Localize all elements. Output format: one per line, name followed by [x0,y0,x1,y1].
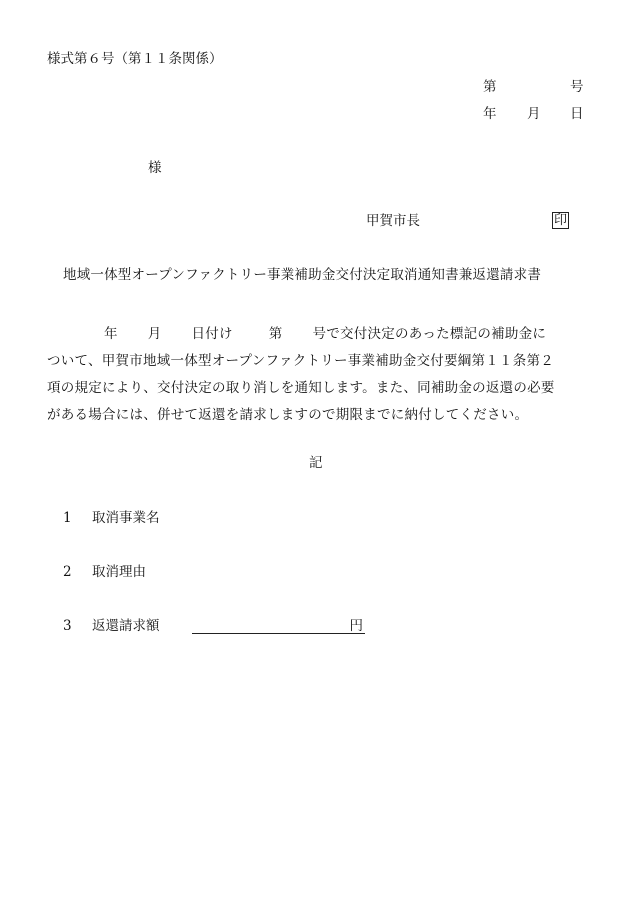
item-number-1: 1 [63,510,72,526]
doc-number-prefix: 第 [483,79,497,95]
doc-number-suffix: 号 [570,79,584,95]
body-line1-text: 号で交付決定のあった標記の補助金に [312,326,547,342]
body-day-dated-label: 日付け [191,326,233,342]
date-year-label: 年 [483,106,497,122]
body-year-label: 年 [104,326,118,342]
date-month-label: 月 [527,106,541,122]
item-number-2: 2 [63,564,72,580]
item-label-refund-amount: 返還請求額 [92,618,160,634]
body-line-2: ついて、甲賀市地域一体型オープンファクトリー事業補助金交付要綱第１１条第２ [47,353,554,369]
body-month-label: 月 [147,326,162,342]
refund-amount-field[interactable] [192,618,365,634]
body-line-4: がある場合には、併せて返還を請求しますので期限までに納付してください。 [47,407,529,423]
amount-unit-label: 円 [349,618,363,634]
seal-mark: 印 [554,213,568,228]
recipient-honorific: 様 [148,160,162,176]
item-number-3: 3 [63,618,72,634]
issuer-title: 甲賀市長 [366,213,420,229]
document-title: 地域一体型オープンファクトリー事業補助金交付決定取消通知書兼返還請求書 [63,267,542,283]
item-label-cancel-project: 取消事業名 [92,510,160,526]
ki-heading: 記 [309,455,323,471]
date-day-label: 日 [570,106,584,122]
notice-body [47,321,587,429]
body-line-3: 項の規定により、交付決定の取り消しを通知します。また、同補助金の返還の必要 [47,380,555,396]
form-label: 様式第６号（第１１条関係） [47,51,223,67]
item-label-cancel-reason: 取消理由 [92,564,146,580]
body-line-1 [47,321,587,348]
body-number-prefix: 第 [268,326,283,342]
